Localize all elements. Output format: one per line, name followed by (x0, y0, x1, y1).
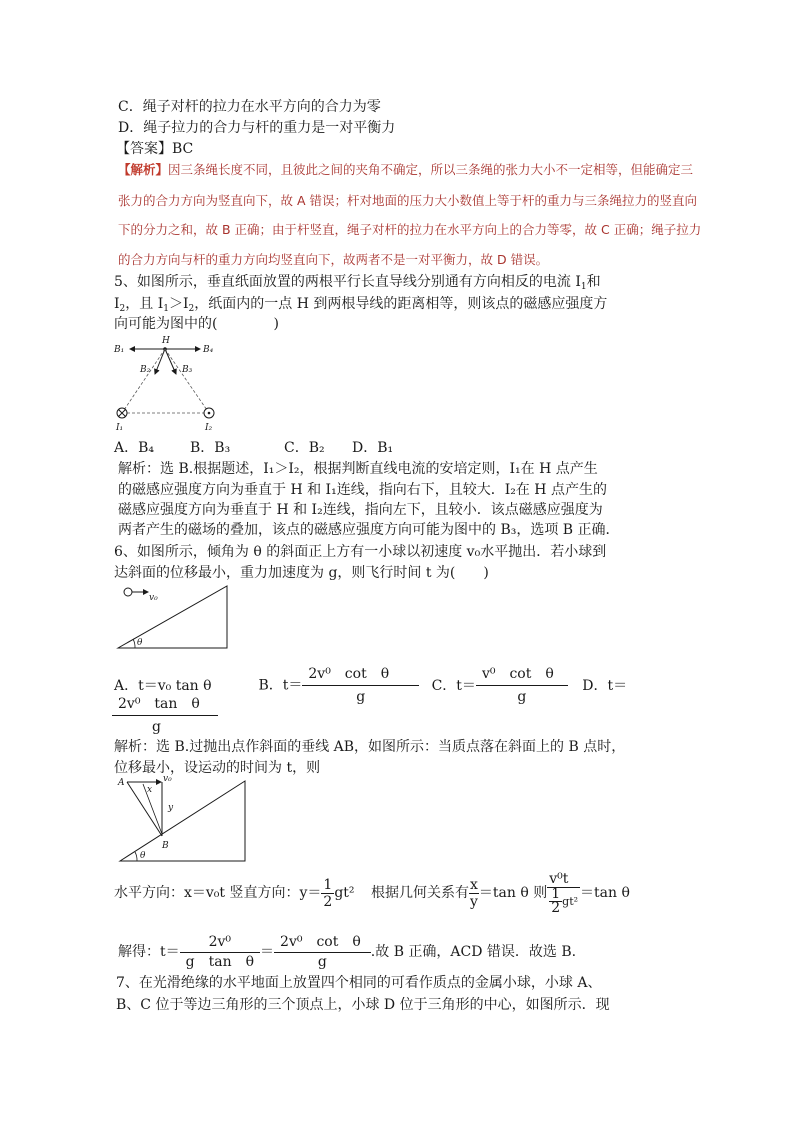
q5-solution-line-1: 解析：选 B.根据题述，I₁＞I₂，根据判断直线电流的安培定则，I₁在 H 点产生 (118, 461, 598, 477)
label-theta: θ (137, 638, 143, 648)
label-v0: v₀ (149, 593, 158, 603)
label-theta-2: θ (140, 851, 146, 861)
q6-option-b-fraction: $\frac{\text{2v⁰ cot θ}}{g}$ (302, 664, 419, 707)
label-b3: B₃ (182, 365, 193, 375)
q6-options-row: A．t＝v₀ tan θ B．t＝ $\frac{\text{2v⁰ cot θ}}{g}$ C．t＝ $\frac{\text{v⁰ cot θ}}{g}$ D．t＝ (114, 666, 628, 705)
label-a: A (118, 778, 125, 788)
q5-solution-line-4: 两者产生的磁场的叠加，该点的磁感应强度方向可能为图中的 B₃，选项 B 正确． (118, 522, 620, 538)
answer-value: BC (172, 141, 194, 157)
solution-triangle (120, 781, 245, 861)
q6-figure-solution (115, 774, 250, 864)
q5-stem-line-1: 5、如图所示，垂直纸面放置的两根平行长直导线分别通有方向相反的电流 $I_1$和 (114, 274, 601, 292)
q6-solution-line-2: 位移最小，设运动的时间为 t，则 (114, 760, 321, 776)
current-i1-into-page-icon (117, 408, 127, 418)
q4-analysis-line-1: 【解析】因三条绳长度不同，且彼此之间的夹角不确定，所以三条绳的张力大小不一定相等，但能确定三 (118, 162, 694, 177)
label-v0-2: v₀ (163, 774, 172, 784)
q6-solve: 解得：t＝ $\frac{\text{2v⁰}}{\text{g tan θ}}$ ＝ $\frac{\text{2v⁰ cot θ}}{g}$ .故 B 正确，ACD 错误．故选 B. (118, 933, 577, 970)
label-i2: I₂ (205, 423, 213, 433)
q5-solution-line-3: 磁感应强度方向为垂直于 H 和 I₂连线，指向左下，且较小．该点磁感应强度为 (118, 502, 603, 518)
label-i1: I₁ (116, 423, 124, 433)
q6-option-a: A．t＝v₀ tan θ (114, 677, 212, 694)
q4-option-d: D．绳子拉力的合力与杆的重力是一对平衡力 (118, 120, 396, 136)
q5-stem-line-3: 向可能为图中的( ) (114, 316, 279, 332)
label-b2: B₂ (140, 365, 151, 375)
b3-arrow (165, 349, 176, 374)
q6-equations: 水平方向：x＝v₀t 竖直方向：y＝ $\frac{1}{2}$ gt² 根据几何关系有 $\frac{x}{y}$ ＝tan θ 则 v⁰t $\frac{1}{2}$ gt² ＝tan θ (114, 870, 630, 916)
q5-solution-line-2: 的磁感应强度方向为垂直于 H 和 I₁连线，指向右下，且较大．I₂在 H 点产生的 (118, 482, 607, 498)
q7-stem-line-1: 7、在光滑绝缘的水平地面上放置四个相同的可看作质点的金属小球，小球 A、 (116, 975, 602, 991)
q4-option-c: C．绳子对杆的拉力在水平方向的合力为零 (118, 99, 381, 115)
q6-stem-line-2: 达斜面的位移最小，重力加速度为 g，则飞行时间 t 为( ) (114, 565, 489, 581)
q6-stem-line-1: 6、如图所示，倾角为 θ 的斜面正上方有一小球以初速度 v₀水平抛出．若小球到 (114, 544, 607, 560)
q6-option-d-fraction: $\frac{\text{2v⁰ tan θ}}{g}$ (112, 694, 218, 737)
label-b1: B₁ (114, 345, 125, 355)
q5-figure (110, 334, 230, 434)
q4-analysis-line-2: 张力的合力方向为竖直向下，故 A 错误；杆对地面的压力大小数值上等于杆的重力与三条绳拉力的竖直向 (118, 193, 697, 208)
q4-analysis-line-3: 下的分力之和，故 B 正确；由于杆竖直，绳子对杆的拉力在水平方向上的合力等零，故 C 正确；绳子拉力 (118, 222, 702, 237)
ball-icon (124, 588, 132, 596)
q4-answer (116, 139, 193, 159)
q6-figure-incline (115, 584, 235, 654)
current-i2-out-of-page-icon (204, 408, 214, 418)
q6-option-c-fraction: $\frac{\text{v⁰ cot θ}}{g}$ (476, 664, 568, 707)
q5-options: A．B₄ B．B₃ C．B₂ D．B₁ (114, 440, 394, 456)
q7-stem-line-2: B、C 位于等边三角形的三个顶点上，小球 D 位于三角形的中心，如图所示．现 (116, 997, 610, 1013)
answer-label: 【答案】 (116, 141, 172, 157)
label-b: B (162, 841, 169, 851)
label-y: y (168, 803, 174, 813)
analysis-label: 【解析】 (118, 162, 169, 177)
q6-solution-line-1: 解析：选 B.过抛出点作斜面的垂线 AB，如图所示：当质点落在斜面上的 B 点时， (114, 739, 626, 755)
q5-stem-line-2: $I_2$，且 $I_1>I_2$，纸面内的一点 H 到两根导线的距离相等，则该点的磁感应强度方 (114, 296, 608, 314)
label-x: x (147, 785, 153, 795)
q4-analysis-line-4: 的合力方向与杆的重力方向均竖直向下，故两者不是一对平衡力，故 D 错误。 (118, 252, 549, 267)
label-h: H (162, 336, 170, 346)
label-b4: B₄ (203, 345, 214, 355)
incline-triangle (118, 586, 227, 648)
